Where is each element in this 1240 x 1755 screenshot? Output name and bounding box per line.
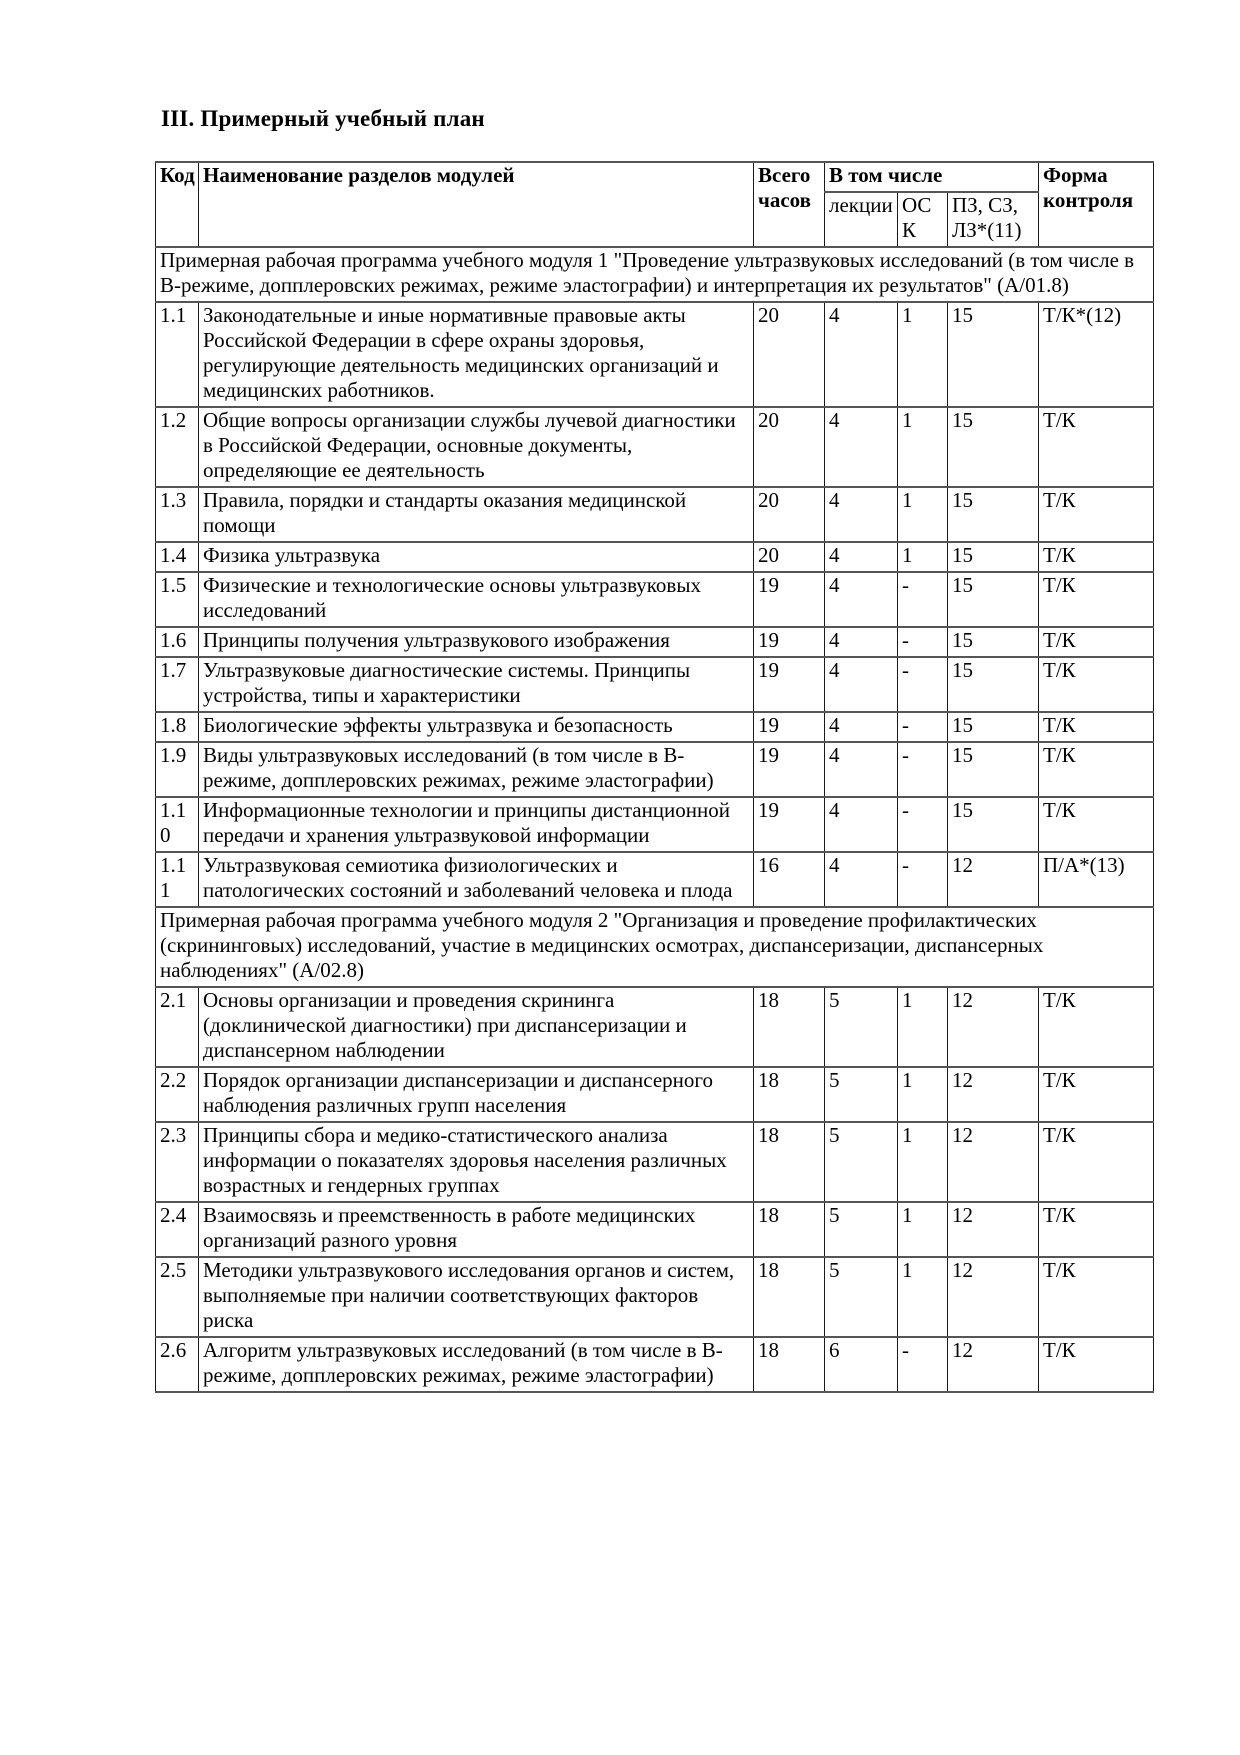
cell-code: 1.11 (156, 852, 199, 907)
cell-total-hours: 19 (754, 657, 825, 712)
cell-section-name: Правила, порядки и стандарты оказания медицинской помощи (199, 487, 754, 542)
table-row (156, 407, 1154, 487)
cell-pz-sz-lz: 15 (948, 657, 1039, 712)
module-header-row (156, 907, 1154, 987)
cell-lectures: 4 (825, 712, 898, 742)
cell-pz-sz-lz: 15 (948, 572, 1039, 627)
cell-osk: - (898, 657, 948, 712)
cell-osk: - (898, 627, 948, 657)
cell-lectures: 5 (825, 1202, 898, 1257)
cell-osk: 1 (898, 1257, 948, 1337)
table-row (156, 742, 1154, 797)
cell-osk: - (898, 797, 948, 852)
header-row-main (156, 162, 1154, 192)
cell-total-hours: 20 (754, 542, 825, 572)
cell-section-name: Законодательные и иные нормативные правовые акты Российской Федерации в сфере охраны здоровья, регулирующие деятельность медицинских организаций и медицинских работников. (199, 302, 754, 407)
cell-code: 2.6 (156, 1337, 199, 1392)
module-title: Примерная рабочая программа учебного модуля 1 "Проведение ультразвуковых исследований (в том числе в В-режиме, допплеровских режимах, режиме эластографии) и интерпретация их результатов" (А/01.8) (156, 247, 1154, 302)
cell-lectures: 4 (825, 742, 898, 797)
module-header-row (156, 247, 1154, 302)
cell-total-hours: 20 (754, 487, 825, 542)
cell-control-form: Т/К (1039, 1202, 1154, 1257)
cell-osk: 1 (898, 302, 948, 407)
cell-section-name: Алгоритм ультразвуковых исследований (в том числе в В-режиме, допплеровских режимах, режиме эластографии) (199, 1337, 754, 1392)
col-header-osk: ОСК (898, 192, 948, 247)
cell-section-name: Биологические эффекты ультразвука и безопасность (199, 712, 754, 742)
cell-section-name: Информационные технологии и принципы дистанционной передачи и хранения ультразвуковой информации (199, 797, 754, 852)
cell-code: 1.4 (156, 542, 199, 572)
cell-control-form: Т/К (1039, 657, 1154, 712)
cell-section-name: Общие вопросы организации службы лучевой диагностики в Российской Федерации, основные документы, определяющие ее деятельность (199, 407, 754, 487)
cell-code: 1.3 (156, 487, 199, 542)
table-row (156, 487, 1154, 542)
cell-lectures: 5 (825, 1122, 898, 1202)
cell-lectures: 4 (825, 852, 898, 907)
cell-code: 1.8 (156, 712, 199, 742)
cell-total-hours: 20 (754, 302, 825, 407)
cell-code: 1.6 (156, 627, 199, 657)
cell-osk: - (898, 852, 948, 907)
cell-section-name: Виды ультразвуковых исследований (в том числе в В-режиме, допплеровских режимах, режиме эластографии) (199, 742, 754, 797)
cell-pz-sz-lz: 15 (948, 797, 1039, 852)
cell-pz-sz-lz: 12 (948, 1122, 1039, 1202)
cell-osk: - (898, 742, 948, 797)
cell-code: 2.4 (156, 1202, 199, 1257)
cell-osk: - (898, 712, 948, 742)
cell-pz-sz-lz: 15 (948, 487, 1039, 542)
cell-control-form: Т/К (1039, 542, 1154, 572)
col-header-control-form: Форма контроля (1039, 162, 1154, 247)
cell-lectures: 4 (825, 657, 898, 712)
cell-total-hours: 16 (754, 852, 825, 907)
cell-osk: 1 (898, 1202, 948, 1257)
cell-section-name: Принципы получения ультразвукового изображения (199, 627, 754, 657)
table-header (156, 162, 1154, 247)
table-row (156, 657, 1154, 712)
cell-section-name: Ультразвуковая семиотика физиологических и патологических состояний и заболеваний человека и плода (199, 852, 754, 907)
table-row (156, 1122, 1154, 1202)
cell-code: 1.1 (156, 302, 199, 407)
cell-pz-sz-lz: 12 (948, 1202, 1039, 1257)
cell-section-name: Взаимосвязь и преемственность в работе медицинских организаций разного уровня (199, 1202, 754, 1257)
cell-osk: 1 (898, 987, 948, 1067)
cell-lectures: 4 (825, 407, 898, 487)
cell-pz-sz-lz: 15 (948, 407, 1039, 487)
cell-total-hours: 19 (754, 797, 825, 852)
cell-pz-sz-lz: 12 (948, 1337, 1039, 1392)
table-row (156, 1067, 1154, 1122)
cell-total-hours: 18 (754, 1337, 825, 1392)
cell-pz-sz-lz: 15 (948, 742, 1039, 797)
cell-lectures: 5 (825, 987, 898, 1067)
cell-section-name: Ультразвуковые диагностические системы. Принципы устройства, типы и характеристики (199, 657, 754, 712)
cell-code: 1.9 (156, 742, 199, 797)
col-header-lectures: лекции (825, 192, 898, 247)
cell-code: 1.2 (156, 407, 199, 487)
cell-section-name: Физические и технологические основы ультразвуковых исследований (199, 572, 754, 627)
cell-control-form: Т/К (1039, 1337, 1154, 1392)
cell-code: 1.7 (156, 657, 199, 712)
cell-osk: - (898, 1337, 948, 1392)
col-header-total-hours: Всего часов (754, 162, 825, 247)
cell-section-name: Порядок организации диспансеризации и диспансерного наблюдения различных групп населения (199, 1067, 754, 1122)
cell-total-hours: 18 (754, 1067, 825, 1122)
cell-osk: - (898, 572, 948, 627)
cell-section-name: Принципы сбора и медико-статистического анализа информации о показателях здоровья населения различных возрастных и гендерных группах (199, 1122, 754, 1202)
cell-lectures: 5 (825, 1257, 898, 1337)
cell-control-form: П/А*(13) (1039, 852, 1154, 907)
cell-total-hours: 18 (754, 987, 825, 1067)
table-row (156, 542, 1154, 572)
table-row (156, 797, 1154, 852)
cell-osk: 1 (898, 1067, 948, 1122)
cell-section-name: Методики ультразвукового исследования органов и систем, выполняемые при наличии соответствующих факторов риска (199, 1257, 754, 1337)
cell-control-form: Т/К (1039, 1122, 1154, 1202)
col-header-name: Наименование разделов модулей (199, 162, 754, 247)
cell-pz-sz-lz: 15 (948, 627, 1039, 657)
cell-lectures: 4 (825, 572, 898, 627)
table-body (156, 247, 1154, 1392)
cell-control-form: Т/К (1039, 987, 1154, 1067)
cell-control-form: Т/К (1039, 407, 1154, 487)
cell-code: 2.2 (156, 1067, 199, 1122)
cell-pz-sz-lz: 12 (948, 1067, 1039, 1122)
col-header-including: В том числе (825, 162, 1039, 192)
table-row (156, 1257, 1154, 1337)
table-row (156, 852, 1154, 907)
cell-section-name: Основы организации и проведения скрининга (доклинической диагностики) при диспансеризации и диспансерном наблюдении (199, 987, 754, 1067)
cell-lectures: 4 (825, 487, 898, 542)
cell-pz-sz-lz: 15 (948, 542, 1039, 572)
cell-total-hours: 19 (754, 572, 825, 627)
cell-total-hours: 18 (754, 1122, 825, 1202)
cell-control-form: Т/К (1039, 797, 1154, 852)
table-row (156, 1202, 1154, 1257)
cell-pz-sz-lz: 12 (948, 1257, 1039, 1337)
cell-lectures: 6 (825, 1337, 898, 1392)
page-title: III. Примерный учебный план (161, 106, 485, 131)
cell-total-hours: 18 (754, 1202, 825, 1257)
cell-code: 1.5 (156, 572, 199, 627)
cell-lectures: 4 (825, 797, 898, 852)
cell-osk: 1 (898, 487, 948, 542)
cell-pz-sz-lz: 12 (948, 852, 1039, 907)
cell-section-name: Физика ультразвука (199, 542, 754, 572)
table-row (156, 302, 1154, 407)
cell-total-hours: 20 (754, 407, 825, 487)
cell-pz-sz-lz: 15 (948, 302, 1039, 407)
col-header-code: Код (156, 162, 199, 247)
cell-pz-sz-lz: 12 (948, 987, 1039, 1067)
cell-control-form: Т/К (1039, 627, 1154, 657)
cell-code: 1.10 (156, 797, 199, 852)
cell-control-form: Т/К (1039, 742, 1154, 797)
cell-code: 2.3 (156, 1122, 199, 1202)
cell-lectures: 4 (825, 302, 898, 407)
cell-control-form: Т/К*(12) (1039, 302, 1154, 407)
cell-control-form: Т/К (1039, 1257, 1154, 1337)
cell-total-hours: 19 (754, 712, 825, 742)
cell-lectures: 5 (825, 1067, 898, 1122)
cell-total-hours: 18 (754, 1257, 825, 1337)
cell-osk: 1 (898, 407, 948, 487)
cell-control-form: Т/К (1039, 712, 1154, 742)
cell-osk: 1 (898, 1122, 948, 1202)
cell-osk: 1 (898, 542, 948, 572)
cell-control-form: Т/К (1039, 572, 1154, 627)
cell-pz-sz-lz: 15 (948, 712, 1039, 742)
module-title: Примерная рабочая программа учебного модуля 2 "Организация и проведение профилактических (скрининговых) исследований, участие в медицинских осмотрах, диспансеризации, диспансерных наблюдениях" (А/02.8) (156, 907, 1154, 987)
cell-total-hours: 19 (754, 627, 825, 657)
cell-total-hours: 19 (754, 742, 825, 797)
cell-control-form: Т/К (1039, 1067, 1154, 1122)
cell-code: 2.1 (156, 987, 199, 1067)
cell-lectures: 4 (825, 627, 898, 657)
table-row (156, 572, 1154, 627)
table-row (156, 1337, 1154, 1392)
curriculum-table (155, 161, 1154, 1393)
cell-lectures: 4 (825, 542, 898, 572)
table-row (156, 712, 1154, 742)
col-header-pz-sz-lz: ПЗ, СЗ, ЛЗ*(11) (948, 192, 1039, 247)
cell-code: 2.5 (156, 1257, 199, 1337)
cell-control-form: Т/К (1039, 487, 1154, 542)
table-row (156, 987, 1154, 1067)
table-row (156, 627, 1154, 657)
